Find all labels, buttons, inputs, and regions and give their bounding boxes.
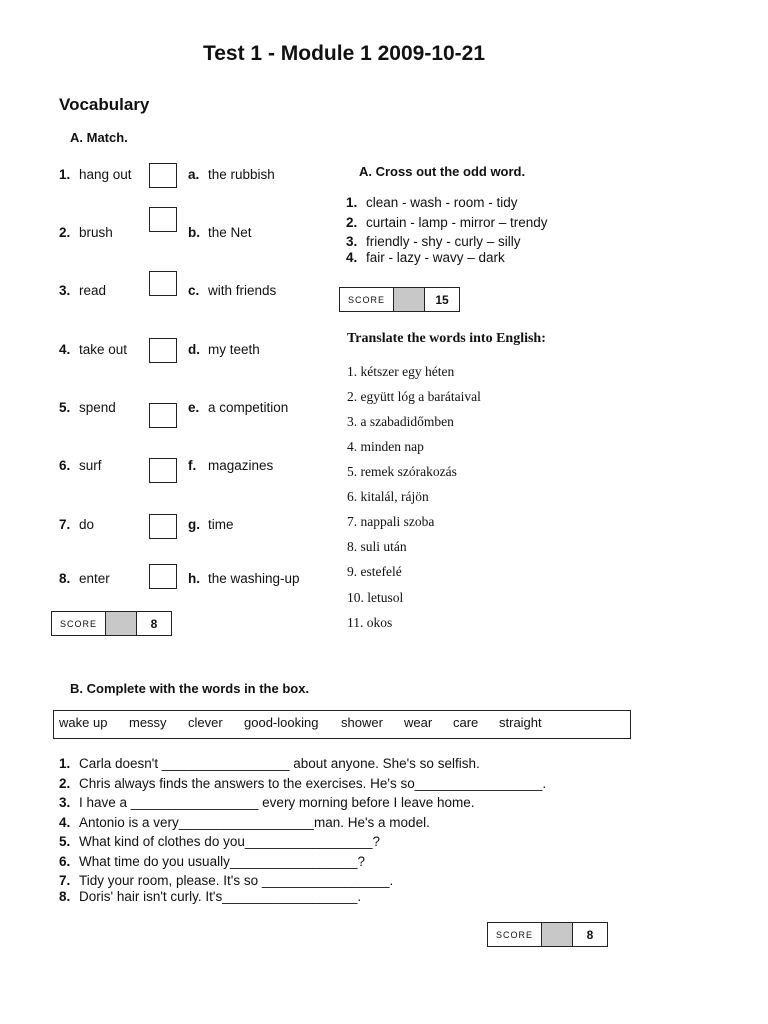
item-number: b. (188, 225, 200, 240)
odd-word-item (346, 195, 518, 210)
answer-box[interactable] (149, 514, 177, 539)
item-text: magazines (208, 458, 274, 473)
item-text: Tidy your room, please. It's so _________________. (79, 873, 394, 888)
item-text: my teeth (208, 342, 260, 357)
word-box (53, 710, 631, 739)
match-left-item (59, 283, 106, 298)
sentence-item (59, 834, 380, 849)
item-text: What time do you usually_________________? (79, 854, 365, 869)
translate-item: 4. minden nap (347, 439, 424, 454)
sentence-item (59, 795, 475, 810)
sentence-item (59, 889, 361, 904)
item-number: 4. (59, 815, 71, 830)
item-text: Antonio is a very__________________man. He's a model. (79, 815, 430, 830)
item-number: f. (188, 458, 197, 473)
score-label: SCORE (340, 288, 394, 311)
item-number: 7. (59, 873, 71, 888)
item-text: do (79, 517, 95, 532)
item-text: curtain - lamp - mirror – trendy (366, 215, 548, 230)
translate-item: 8. suli után (347, 539, 407, 554)
match-right-item (188, 517, 234, 532)
item-text: the washing-up (208, 571, 300, 586)
odd-word-score-box (339, 287, 460, 312)
item-number: a. (188, 167, 200, 182)
sentence-item (59, 854, 365, 869)
answer-box[interactable] (149, 403, 177, 428)
answer-box[interactable] (149, 338, 177, 363)
item-text: I have a _________________ every morning before I leave home. (79, 795, 475, 810)
translate-item: 3. a szabadidőmben (347, 414, 454, 429)
sentence-item (59, 873, 393, 888)
odd-word-heading: A. Cross out the odd word. (359, 164, 526, 179)
complete-score-box (487, 922, 608, 947)
answer-box[interactable] (149, 271, 177, 296)
item-text: Chris always finds the answers to the exercises. He's so_________________. (79, 776, 547, 791)
match-right-item (188, 400, 288, 415)
match-left-item (59, 517, 94, 532)
item-number: 3. (346, 234, 358, 249)
item-number: e. (188, 400, 200, 415)
word-box-word: straight (499, 715, 542, 730)
item-text: a competition (208, 400, 289, 415)
translate-item: 10. letusol (347, 590, 404, 605)
item-number: 1. (59, 167, 71, 182)
item-number: 1. (346, 195, 358, 210)
score-label: SCORE (52, 612, 106, 635)
odd-word-item (346, 234, 521, 249)
match-right-item (188, 342, 260, 357)
translate-item: 9. estefelé (347, 564, 402, 579)
translate-item: 2. együtt lóg a barátaival (347, 389, 481, 404)
sentence-item (59, 815, 430, 830)
item-number: 6. (59, 854, 71, 869)
match-left-item (59, 571, 110, 586)
sentence-item (59, 756, 480, 771)
translate-item: 1. kétszer egy héten (347, 364, 455, 379)
item-number: c. (188, 283, 200, 298)
item-text: brush (79, 225, 113, 240)
score-value: 8 (586, 927, 594, 942)
item-text: hang out (79, 167, 132, 182)
score-label: SCORE (488, 923, 542, 946)
item-number: 4. (346, 250, 358, 265)
sentence-item (59, 776, 546, 791)
match-right-item (188, 167, 275, 182)
match-left-item (59, 167, 132, 182)
item-text: spend (79, 400, 116, 415)
item-number: 2. (59, 776, 71, 791)
score-entry[interactable] (106, 612, 137, 635)
match-score-box (51, 611, 172, 636)
odd-word-item (346, 215, 548, 230)
match-right-item (188, 225, 252, 240)
item-number: 2. (346, 215, 358, 230)
answer-box[interactable] (149, 207, 177, 232)
score-entry[interactable] (394, 288, 425, 311)
answer-box[interactable] (149, 564, 177, 589)
translate-item: 6. kitalál, rájön (347, 489, 429, 504)
vocabulary-heading: Vocabulary (59, 95, 150, 114)
item-number: 6. (59, 458, 71, 473)
item-text: the rubbish (208, 167, 275, 182)
item-text: with friends (208, 283, 277, 298)
item-text: friendly - shy - curly – silly (366, 234, 521, 249)
score-value: 8 (150, 616, 158, 631)
item-number: 5. (59, 834, 71, 849)
item-text: enter (79, 571, 110, 586)
word-box-word: messy (129, 715, 167, 730)
item-text: fair - lazy - wavy – dark (366, 250, 505, 265)
match-left-item (59, 342, 127, 357)
item-text: What kind of clothes do you_________________? (79, 834, 380, 849)
item-text: the Net (208, 225, 252, 240)
item-text: Carla doesn't _________________ about anyone. She's so selfish. (79, 756, 480, 771)
word-box-word: care (453, 715, 479, 730)
item-text: take out (79, 342, 128, 357)
match-right-item (188, 458, 273, 473)
item-number: d. (188, 342, 200, 357)
translate-item: 5. remek szórakozás (347, 464, 457, 479)
item-number: h. (188, 571, 200, 586)
item-text: read (79, 283, 107, 298)
item-number: 1. (59, 756, 71, 771)
match-left-item (59, 458, 102, 473)
score-value: 15 (435, 292, 449, 307)
score-entry[interactable] (542, 923, 573, 946)
item-number: 4. (59, 342, 71, 357)
page-title: Test 1 - Module 1 2009-10-21 (202, 42, 486, 65)
item-text: Doris' hair isn't curly. It's__________________. (79, 889, 362, 904)
item-text: surf (79, 458, 102, 473)
item-number: 3. (59, 795, 71, 810)
item-number: 3. (59, 283, 71, 298)
translate-item: 11. okos (347, 615, 393, 630)
item-number: 8. (59, 571, 71, 586)
word-box-word: shower (341, 715, 383, 730)
match-left-item (59, 225, 113, 240)
item-number: 5. (59, 400, 71, 415)
item-number: g. (188, 517, 200, 532)
answer-box[interactable] (149, 163, 177, 188)
item-text: clean - wash - room - tidy (366, 195, 518, 210)
match-right-item (188, 283, 276, 298)
match-right-item (188, 571, 300, 586)
translate-item: 7. nappali szoba (347, 514, 435, 529)
odd-word-item (346, 250, 505, 265)
item-text: time (208, 517, 234, 532)
word-box-word: wake up (59, 715, 108, 730)
item-number: 2. (59, 225, 71, 240)
match-left-item (59, 400, 116, 415)
translate-heading: Translate the words into English: (347, 331, 546, 346)
item-number: 8. (59, 889, 71, 904)
word-box-word: clever (188, 715, 223, 730)
item-number: 7. (59, 517, 71, 532)
match-heading: A. Match. (70, 130, 128, 145)
complete-heading: B. Complete with the words in the box. (70, 681, 310, 696)
word-box-word: good-looking (244, 715, 319, 730)
answer-box[interactable] (149, 458, 177, 483)
word-box-word: wear (404, 715, 433, 730)
